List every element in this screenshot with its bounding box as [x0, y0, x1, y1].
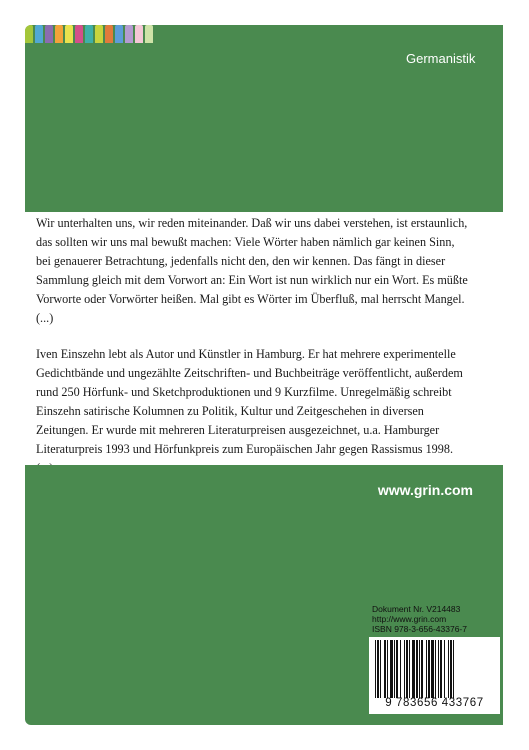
color-stripe [65, 25, 73, 43]
color-stripe [115, 25, 123, 43]
website-link[interactable]: www.grin.com [377, 482, 473, 498]
barcode [369, 637, 500, 714]
color-stripe [145, 25, 153, 43]
category-label: Germanistik [406, 51, 476, 66]
color-stripes [25, 25, 155, 43]
cover-top-panel [25, 25, 503, 212]
color-stripe [105, 25, 113, 43]
color-stripe [75, 25, 83, 43]
isbn: ISBN 978-3-656-43376-7 [372, 624, 467, 634]
barcode-bars-icon [373, 640, 496, 698]
cover-bottom-panel [25, 465, 503, 725]
author-bio: Iven Einszehn lebt als Autor und Künstler in Hamburg. Er hat mehrere experimentelle Gedichtbände und ungezählte Zeitschriften- und Buchbeiträge veröffentlicht, außerdem rund 250 Hörfunk- und Sketchproduktionen und 9 Kurzfilme. Unregelmäßig schreibt Einszehn satirische Kolumnen zu Politik, Kultur und Zeitgeschehen in diversen Zeitungen. Er wurde mit mehreren Literaturpreisen ausgezeichnet, u.a. Hamburger Literaturpreis 1993 und Hörfunkpreis zum Europäischen Jahr gegen Rassismus 1998. [36, 347, 463, 456]
color-stripe [125, 25, 133, 43]
color-stripe [55, 25, 63, 43]
color-stripe [35, 25, 43, 43]
document-info [372, 604, 467, 634]
barcode-digits: 9 783656 433767 [385, 697, 484, 709]
document-number: Dokument Nr. V214483 [372, 604, 461, 614]
color-stripe [85, 25, 93, 43]
color-stripe [95, 25, 103, 43]
document-url[interactable]: http://www.grin.com [372, 614, 447, 624]
color-stripe [45, 25, 53, 43]
color-stripe [25, 25, 33, 43]
color-stripe [135, 25, 143, 43]
book-blurb: Wir unterhalten uns, wir reden miteinander. Daß wir uns dabei verstehen, ist erstaunlich, das sollten wir uns mal bewußt machen: Viele Wörter haben nämlich gar keinen Sinn, bei genauerer Betrachtung, jedenfalls nicht den, den wir kennen. Das fängt in dieser Sammlung gleich mit dem Vorwort an: Ein Wort ist nun wirklich nur ein Wort. Es müßte Vorworte oder Vorwörter heißen. Mal gibt es Wörter im Überfluß, mal herrscht Mangel. (...) [36, 216, 468, 325]
